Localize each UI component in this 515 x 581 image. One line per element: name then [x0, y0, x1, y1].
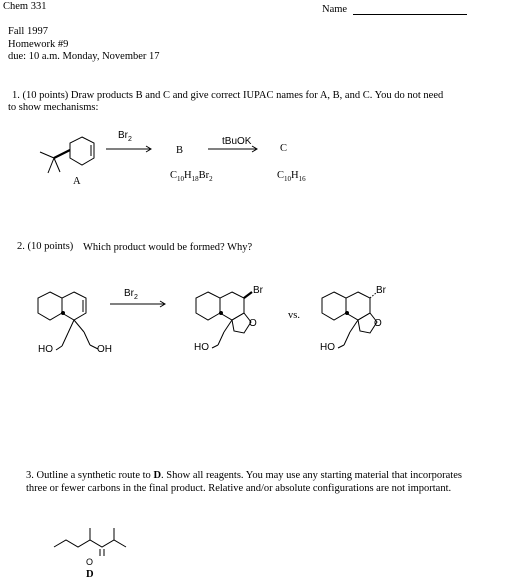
- compound-D: [54, 528, 126, 556]
- q2-starting-material: [38, 292, 98, 350]
- label-B: B: [176, 145, 184, 156]
- q2-arrow: [110, 301, 165, 307]
- q2-p2-o-label: O: [374, 318, 382, 329]
- q2-p2-br-label: Br: [376, 285, 386, 296]
- q1-reagent-tbuok: tBuOK: [222, 136, 252, 147]
- q2-reagent-br2: $Br_2$: [124, 288, 138, 301]
- label-A: A: [73, 176, 81, 187]
- label-D: D: [86, 569, 94, 580]
- due-date: due: 10 a.m. Monday, November 17: [8, 51, 160, 62]
- q2-p1-ho-label: HO: [194, 342, 209, 353]
- q2-p1-o-label: O: [249, 318, 257, 329]
- q1-text-line1: 1. (10 points) Draw products B and C and give correct IUPAC names for A, B, and C. You do not need: [12, 90, 444, 101]
- q2-p1-br-label: Br: [253, 285, 263, 296]
- formula-C: $C_{10}H_{16}$: [277, 170, 306, 184]
- q1-arrow-1: [106, 146, 151, 152]
- formula-B: $C_{10}H_{18}Br_2$: [170, 170, 213, 184]
- q2-p2-ho-label: HO: [320, 342, 335, 353]
- q2-product-1: [196, 292, 252, 348]
- q1-text-line2: to show mechanisms:: [8, 102, 99, 113]
- q3-text-line1: 3. Outline a synthetic route to D. Show all reagents. You may use any starting material that incorporates: [26, 470, 462, 481]
- q2-product-2: [322, 292, 377, 348]
- q2-question: Which product would be formed? Why?: [83, 242, 253, 253]
- q1-reagent-br2: $Br_2$: [118, 130, 132, 143]
- q2-sm-ho-label: HO: [38, 344, 53, 355]
- q2-vs: vs.: [288, 310, 300, 321]
- q1-arrow-2: [208, 146, 257, 152]
- q3-text-line2: three or fewer carbons in the final product. Relative and/or absolute configurations are not important.: [26, 483, 452, 494]
- q3-carbonyl-o: O: [86, 557, 94, 567]
- compound-A: [40, 137, 94, 173]
- course-title: Chem 331: [3, 1, 47, 12]
- assignment-title: Homework #9: [8, 39, 69, 50]
- name-label: Name: [322, 4, 348, 15]
- q2-sm-oh-label: OH: [97, 344, 112, 355]
- q2-points: 2. (10 points): [17, 241, 74, 252]
- term: Fall 1997: [8, 26, 48, 37]
- label-C: C: [280, 143, 288, 154]
